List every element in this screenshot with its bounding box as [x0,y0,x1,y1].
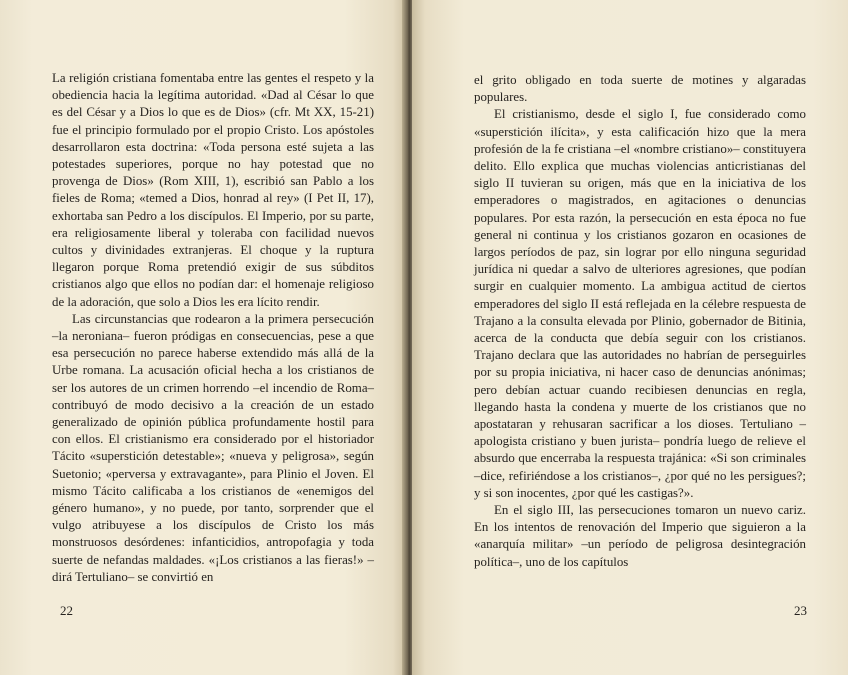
paragraph: El cristianismo, desde el siglo I, fue considerado como «superstición ilícita», y esta calificación hizo que la mera profesión de la fe cristiana –el «nombre cristiano»– constituyera delito. Ello explica que muchas violencias anticristianas del siglo II tuvieran su origen, más que en la iniciativa de los emperadores o magistrados, en agitaciones o denuncias populares. Por esta razón, la persecución en esta época no fue general ni continua y los cristianos gozaron en ocasiones de largos períodos de paz, sin lograr por ello ninguna seguridad jurídica ni quedar a salvo de ulteriores agresiones, que podían surgir en cualquier momento. La ambigua actitud de ciertos emperadores del siglo II está reflejada en la célebre respuesta de Trajano a la consulta elevada por Plinio, gobernador de Bitinia, acerca de la conducta que debía seguir con los cristianos. Trajano declara que las autoridades no habrían de perseguirles por su propia iniciativa, ni hacer caso de denuncias anónimas; pero debían actuar cuando recibiesen denuncias en regla, llegando hasta la condena y muerte de los cristianos que no apostataran y rehusaran sacrificar a los dioses. Tertuliano –apologista cristiano y buen jurista– pondría luego de relieve el absurdo que encerraba la respuesta trajánica: «Si son criminales –dice, refiriéndose a los cristianos–, ¿por qué no les persigues?; y si son inocentes, ¿por qué les castigas?». [474,107,806,500]
paragraph: La religión cristiana fomentaba entre las gentes el respeto y la obediencia hacia la legítima autoridad. «Dad al César lo que es del César y a Dios lo que es de Dios» (cfr. Mt XX, 15-21) fue el principio formulado por el propio Cristo. Los apóstoles desarrollaron esta doctrina: «Toda persona esté sujeta a las potestades superiores, porque no hay potestad que no provenga de Dios» (Rom XIII, 1), escribió san Pablo a los fieles de Roma; «temed a Dios, honrad al rey» (I Pet II, 17), exhortaba san Pedro a los discípulos. El Imperio, por su parte, era religiosamente liberal y toleraba con facilidad nuevos cultos y divinidades extranjeras. El choque y la ruptura llegaron porque Roma pretendió exigir de sus súbditos cristianos algo que ellos no podían dar: el homenaje religioso de la adoración, que solo a Dios les era lícito rendir. [52,71,374,309]
left-page [0,0,405,675]
page-number-right: 23 [794,603,807,618]
left-page-text [52,70,374,586]
paragraph: En el siglo III, las persecuciones tomaron un nuevo cariz. En los intentos de renovación del Imperio que siguieron a la «anarquía militar» –un período de peligrosa desintegración política–, uno de los capítulos [474,503,806,569]
page-number-left: 22 [60,603,73,618]
right-page [412,0,848,675]
paragraph: el grito obligado en toda suerte de motines y algaradas populares. [474,73,806,105]
right-page-text [474,72,806,571]
paragraph: Las circunstancias que rodearon a la primera persecución –la neroniana– fueron pródigas en consecuencias, pese a que esa persecución no parece haberse extendido más allá de la Urbe romana. La acusación oficial hecha a los cristianos de ser los autores de un crimen horrendo –el incendio de Roma– contribuyó de modo decisivo a la creación de un estado generalizado de opinión pública profundamente hostil para con ellos. El cristianismo era considerado por el historiador Tácito «superstición detestable»; «nueva y peligrosa», según Suetonio; «perversa y extravagante», para Plinio el Joven. El mismo Tácito calificaba a los cristianos de «enemigos del género humano», y no puede, por tanto, sorprender que el vulgo atribuyese a los discípulos de Cristo los más monstruosos desórdenes: infanticidios, antropofagia y toda suerte de nefandas maldades. «¡Los cristianos a las fieras!» –dirá Tertuliano– se convirtió en [52,311,374,584]
